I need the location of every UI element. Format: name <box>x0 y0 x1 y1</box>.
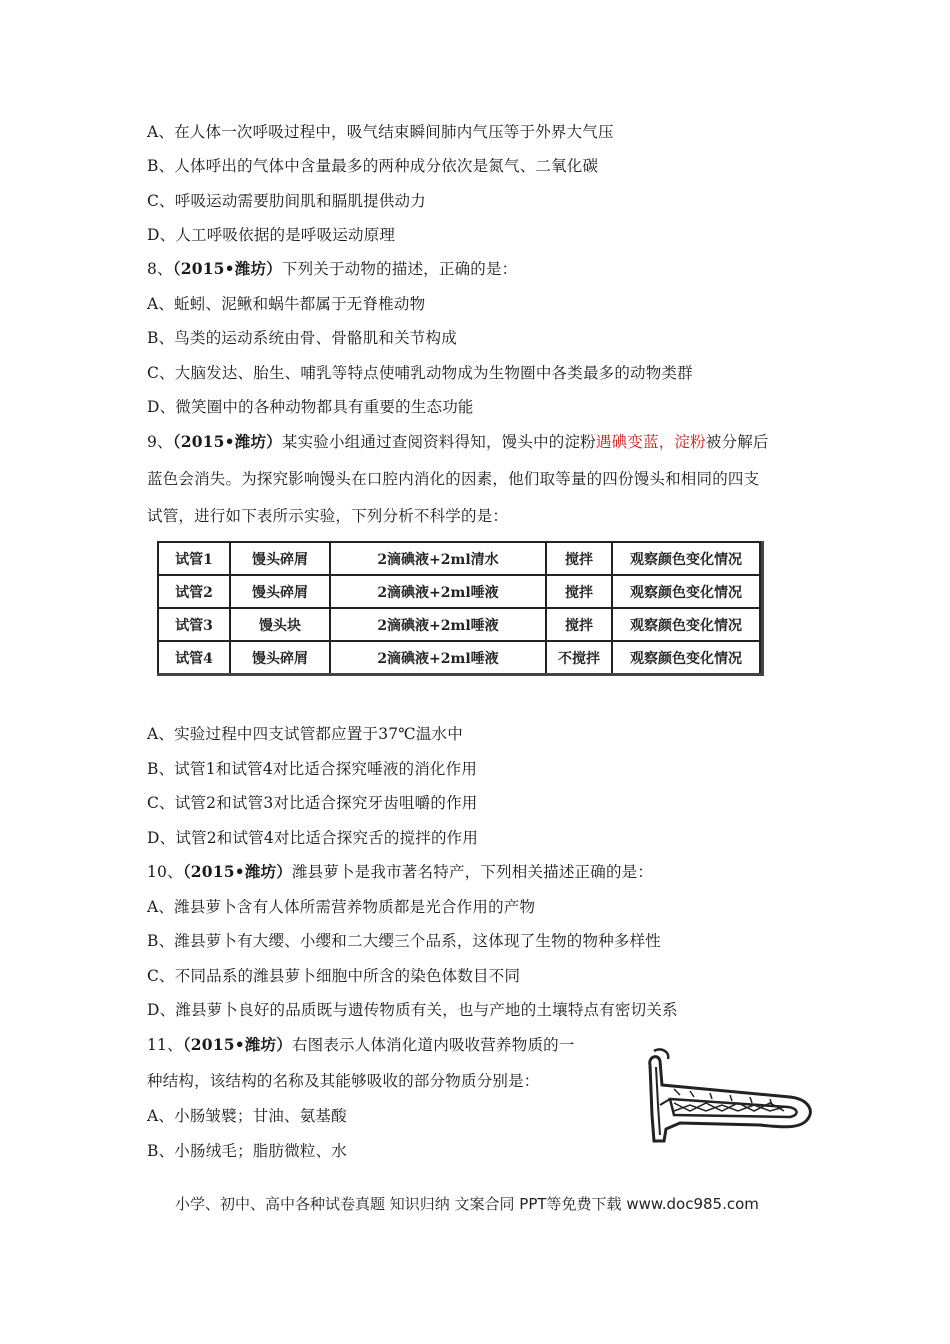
table-cell: 试管3 <box>158 608 230 641</box>
q8-number: 8、 <box>147 260 173 278</box>
q8-option-d: D、微笑圈中的各种动物都具有重要的生态功能 <box>147 398 474 416</box>
q8-source: （2015•潍坊） <box>172 259 282 278</box>
table-cell: 搅拌 <box>546 608 612 641</box>
q8-option-c: C、大脑发达、胎生、哺乳等特点使哺乳动物成为生物圈中各类最多的动物类群 <box>147 364 693 382</box>
table-cell: 试管4 <box>158 641 230 674</box>
table-cell: 馒头块 <box>230 608 330 641</box>
q7-option-a: A、在人体一次呼吸过程中，吸气结束瞬间肺内气压等于外界大气压 <box>147 123 614 141</box>
table-shadow-bottom <box>157 673 761 676</box>
q10-option-c: C、不同品系的潍县萝卜细胞中所含的染色体数目不同 <box>147 967 521 985</box>
q10-option-b: B、潍县萝卜有大缨、小缨和二大缨三个品系，这体现了生物的物种多样性 <box>147 932 661 950</box>
table-shadow-right <box>761 541 764 676</box>
table-cell: 观察颜色变化情况 <box>612 608 760 641</box>
experiment-table <box>157 541 761 675</box>
table-cell: 2滴碘液+2ml唾液 <box>330 641 546 674</box>
q11-text-part-1: 右图表示人体消化道内吸收营养物质的一 <box>291 1036 575 1054</box>
table-cell: 试管1 <box>158 542 230 575</box>
q10-option-a: A、潍县萝卜含有人体所需营养物质都是光合作用的产物 <box>147 898 536 916</box>
q10-number: 10、 <box>147 863 183 881</box>
table-cell: 2滴碘液+2ml唾液 <box>330 608 546 641</box>
q8-text: 下列关于动物的描述，正确的是： <box>281 260 518 278</box>
q9-text-part-1: 某实验小组通过查阅资料得知，馒头中的淀粉 <box>281 433 596 451</box>
q9-option-c: C、试管2和试管3对比适合探究牙齿咀嚼的作用 <box>147 794 478 812</box>
q11-number: 11、 <box>147 1036 183 1054</box>
q8-stem <box>147 257 517 279</box>
table-cell: 观察颜色变化情况 <box>612 542 760 575</box>
table-row <box>158 575 760 608</box>
table-row <box>158 542 760 575</box>
q10-stem <box>147 860 653 882</box>
q8-option-b: B、鸟类的运动系统由骨、骨骼肌和关节构成 <box>147 329 457 347</box>
table-cell: 馒头碎屑 <box>230 575 330 608</box>
q11-stem-line-1 <box>147 1033 575 1055</box>
q9-source: （2015•潍坊） <box>172 432 282 451</box>
table-cell: 馒头碎屑 <box>230 641 330 674</box>
q9-number: 9、 <box>147 433 173 451</box>
table-cell: 搅拌 <box>546 575 612 608</box>
q10-text: 潍县萝卜是我市著名特产，下列相关描述正确的是： <box>291 863 654 881</box>
q11-source: （2015•潍坊） <box>182 1035 292 1054</box>
q9-text-part-2: 被分解后 <box>705 433 769 451</box>
q9-stem-line-2: 蓝色会消失。为探究影响馒头在口腔内消化的因素，他们取等量的四份馒头和相同的四支 <box>147 470 760 488</box>
table-cell: 观察颜色变化情况 <box>612 575 760 608</box>
table-cell: 试管2 <box>158 575 230 608</box>
table-cell: 2滴碘液+2ml清水 <box>330 542 546 575</box>
table-cell: 观察颜色变化情况 <box>612 641 760 674</box>
page-footer: 小学、初中、高中各种试卷真题 知识归纳 文案合同 PPT等免费下载 www.doc985.com <box>175 1195 759 1213</box>
q11-stem-line-2: 种结构，该结构的名称及其能够吸收的部分物质分别是： <box>147 1072 540 1090</box>
table-row <box>158 608 760 641</box>
q9-option-a: A、实验过程中四支试管都应置于37℃温水中 <box>147 725 463 743</box>
q11-option-b: B、小肠绒毛；脂肪微粒、水 <box>147 1142 347 1160</box>
table-cell: 2滴碘液+2ml唾液 <box>330 575 546 608</box>
table-cell: 搅拌 <box>546 542 612 575</box>
q7-option-d: D、人工呼吸依据的是呼吸运动原理 <box>147 226 396 244</box>
table-cell: 不搅拌 <box>546 641 612 674</box>
q9-option-b: B、试管1和试管4对比适合探究唾液的消化作用 <box>147 760 478 778</box>
q11-option-a: A、小肠皱襞；甘油、氨基酸 <box>147 1107 347 1125</box>
table-cell: 馒头碎屑 <box>230 542 330 575</box>
q7-option-b: B、人体呼出的气体中含量最多的两种成分依次是氮气、二氧化碳 <box>147 157 599 175</box>
q10-option-d: D、潍县萝卜良好的品质既与遗传物质有关，也与产地的土壤特点有密切关系 <box>147 1001 678 1019</box>
q9-option-d: D、试管2和试管4对比适合探究舌的搅拌的作用 <box>147 829 479 847</box>
q9-stem-line-3: 试管，进行如下表所示实验，下列分析不科学的是： <box>147 507 509 525</box>
q8-option-a: A、蚯蚓、泥鳅和蜗牛都属于无脊椎动物 <box>147 295 426 313</box>
q7-option-c: C、呼吸运动需要肋间肌和膈肌提供动力 <box>147 192 426 210</box>
table-row <box>158 641 760 674</box>
q9-stem-line-1 <box>147 430 769 452</box>
q9-text-highlight: 遇碘变蓝，淀粉 <box>595 433 706 451</box>
intestinal-villus-figure-icon <box>630 1045 820 1145</box>
q10-source: （2015•潍坊） <box>182 862 292 881</box>
